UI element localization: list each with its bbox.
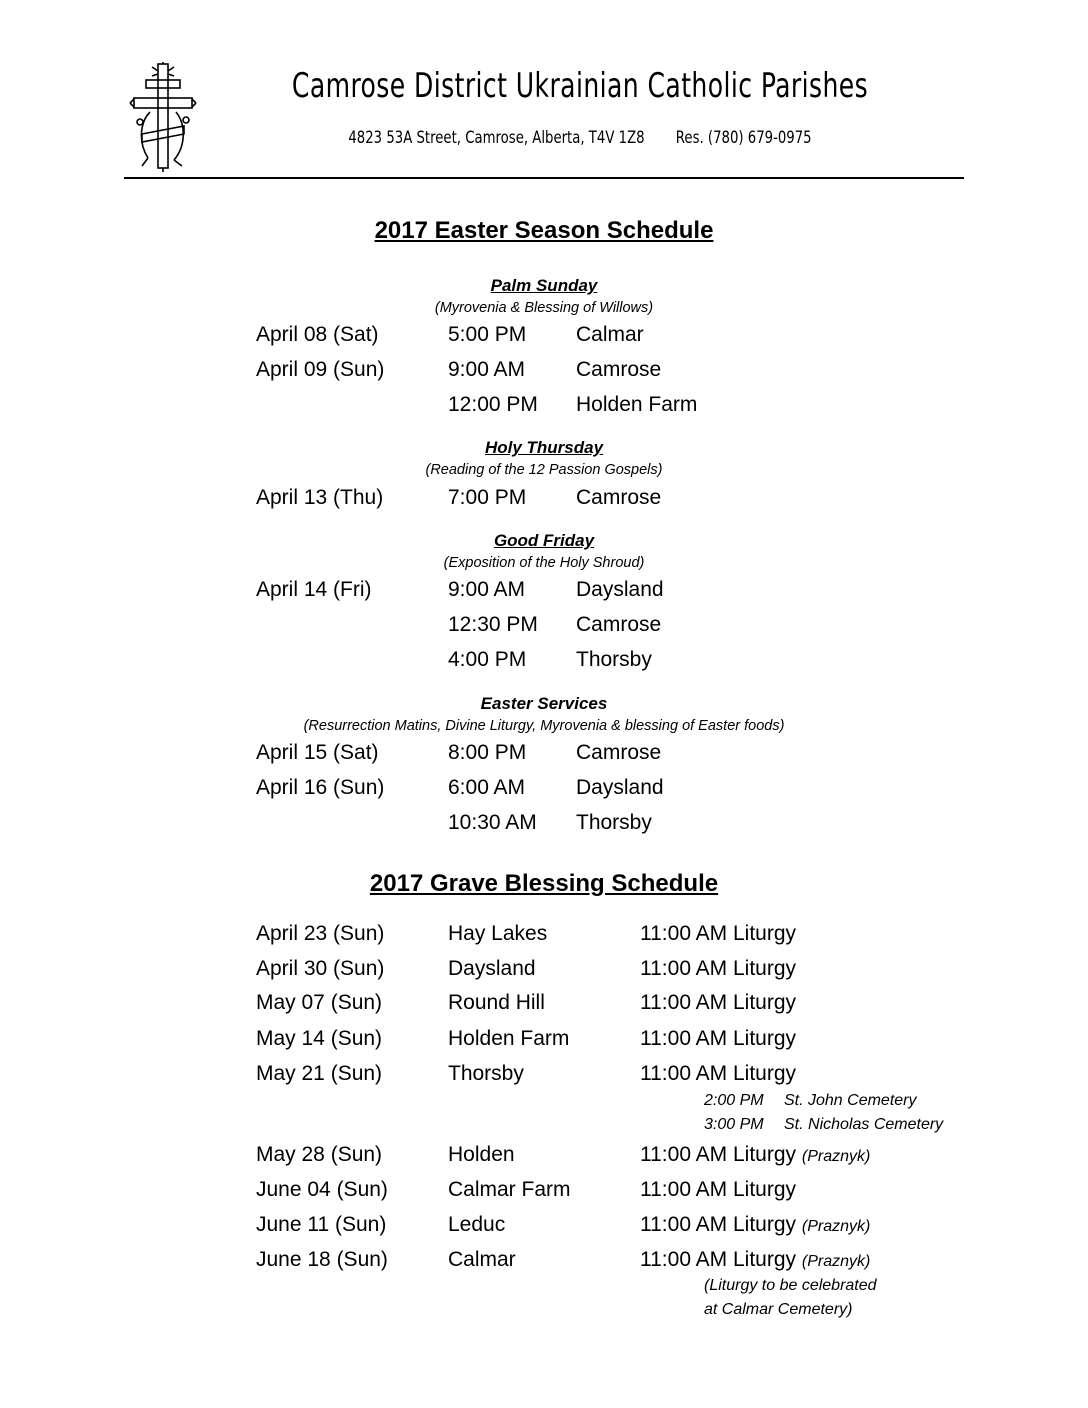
organization-name: Camrose District Ukrainian Catholic Parishes — [291, 66, 869, 106]
schedule-row: April 08 (Sat) 5:00 PM Calmar — [256, 323, 644, 346]
good-friday-heading: Good Friday — [493, 531, 595, 550]
address: 4823 53A Street, Camrose, Alberta, T4V 1Z8 — [348, 128, 645, 148]
schedule-row: April 14 (Fri) 9:00 AM Daysland — [256, 578, 664, 601]
grave-row: May 14 (Sun) Holden Farm 11:00 AM Liturgy — [256, 1027, 797, 1050]
organization-contact — [284, 128, 877, 148]
good-friday-note: (Exposition of the Holy Shroud) — [443, 555, 645, 571]
holy-thursday-heading: Holy Thursday — [484, 438, 604, 457]
schedule-row: 12:00 PM Holden Farm — [448, 393, 698, 416]
cemetery-time: 2:00 PM — [704, 1092, 764, 1109]
residence-phone: Res. (780) 679-0975 — [675, 128, 812, 148]
grave-row: April 30 (Sun) Daysland 11:00 AM Liturgy — [256, 957, 797, 980]
schedule-row: April 16 (Sun) 6:00 AM Daysland — [256, 776, 664, 799]
letterhead — [0, 0, 1088, 190]
palm-sunday-note: (Myrovenia & Blessing of Willows) — [434, 300, 654, 316]
palm-sunday-heading: Palm Sunday — [490, 276, 598, 295]
easter-services-note: (Resurrection Matins, Divine Liturgy, Myrovenia & blessing of Easter foods) — [303, 718, 785, 734]
cemetery-time: 3:00 PM — [704, 1116, 764, 1133]
easter-schedule-title: 2017 Easter Season Schedule — [374, 217, 714, 244]
calmar-note-line: (Liturgy to be celebrated — [704, 1277, 877, 1294]
grave-row: May 21 (Sun) Thorsby 11:00 AM Liturgy — [256, 1062, 797, 1085]
grave-row: June 04 (Sun) Calmar Farm 11:00 AM Liturgy — [256, 1178, 797, 1201]
grave-row: May 07 (Sun) Round Hill 11:00 AM Liturgy — [256, 991, 797, 1014]
schedule-row: April 13 (Thu) 7:00 PM Camrose — [256, 486, 662, 509]
easter-services-heading: Easter Services — [480, 694, 608, 713]
schedule-row: 10:30 AM Thorsby — [448, 811, 652, 834]
schedule-row: 4:00 PM Thorsby — [448, 648, 652, 671]
header-divider — [124, 177, 964, 179]
grave-blessing-title: 2017 Grave Blessing Schedule — [369, 870, 719, 897]
orthodox-cross-icon — [128, 62, 198, 172]
schedule-row: 12:30 PM Camrose — [448, 613, 662, 636]
grave-row: May 28 (Sun) Holden 11:00 AM Liturgy (Praznyk) — [256, 1143, 871, 1166]
grave-row: June 18 (Sun) Calmar 11:00 AM Liturgy (Praznyk) — [256, 1248, 871, 1271]
grave-row: April 23 (Sun) Hay Lakes 11:00 AM Liturgy — [256, 922, 797, 945]
schedule-row: April 09 (Sun) 9:00 AM Camrose — [256, 358, 662, 381]
grave-row: June 11 (Sun) Leduc 11:00 AM Liturgy (Praznyk) — [256, 1213, 871, 1236]
holy-thursday-note: (Reading of the 12 Passion Gospels) — [425, 462, 663, 478]
cemetery-name: St. Nicholas Cemetery — [784, 1116, 944, 1133]
schedule-row: April 15 (Sat) 8:00 PM Camrose — [256, 741, 662, 764]
calmar-note-line: at Calmar Cemetery) — [704, 1301, 853, 1318]
cemetery-name: St. John Cemetery — [784, 1092, 917, 1109]
